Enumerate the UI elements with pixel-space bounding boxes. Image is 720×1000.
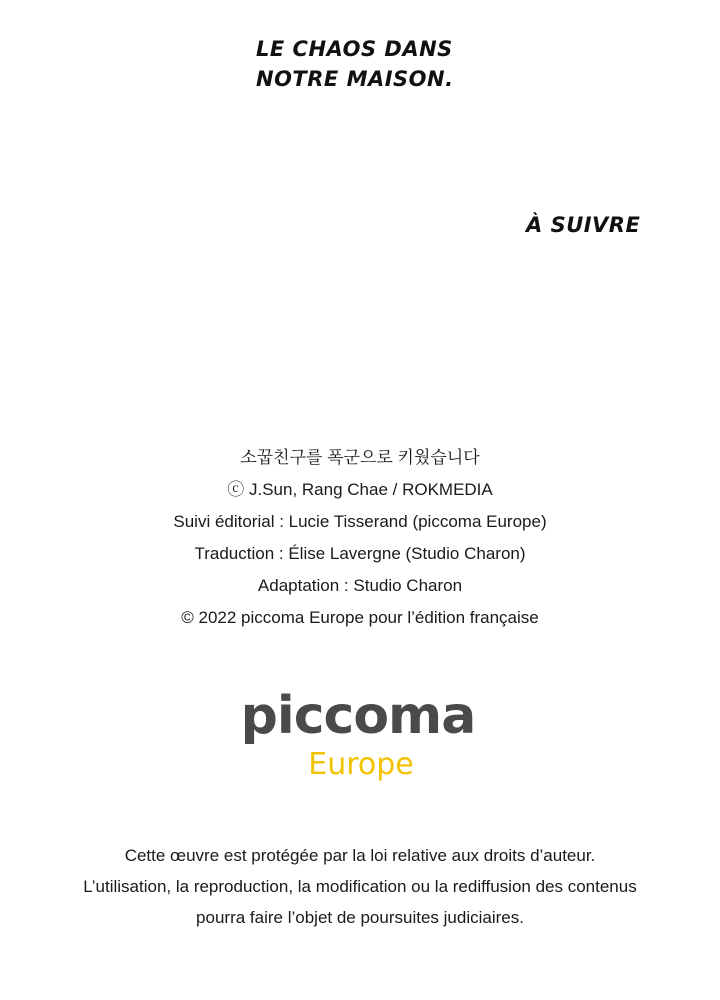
credits-block <box>0 442 720 634</box>
piccoma-europe-logo <box>0 686 720 784</box>
speech-line: NOTRE MAISON. <box>256 67 454 91</box>
authors-credit: ⓒ J.Sun, Rang Chae / ROKMEDIA <box>227 480 493 499</box>
legal-notice <box>0 840 720 933</box>
speech-text <box>256 34 486 94</box>
translation-credit: Traduction : Élise Lavergne (Studio Charon) <box>194 544 526 563</box>
logo-subtitle: Europe <box>308 747 414 782</box>
legal-notice-line: L’utilisation, la reproduction, la modification ou la rediffusion des contenus <box>83 877 637 896</box>
copyright-notice: © 2022 piccoma Europe pour l’édition française <box>181 608 539 627</box>
adaptation-credit: Adaptation : Studio Charon <box>257 576 463 595</box>
korean-title: 소꿉친구를 폭군으로 키웠습니다 <box>240 448 480 467</box>
to-be-continued-caption: À SUIVRE <box>526 213 641 237</box>
speech-line: LE CHAOS DANS <box>256 37 453 61</box>
logo-wordmark: piccoma <box>240 686 476 746</box>
legal-notice-line: Cette œuvre est protégée par la loi relative aux droits d’auteur. <box>124 846 596 865</box>
editorial-credit: Suivi éditorial : Lucie Tisserand (piccoma Europe) <box>173 512 547 531</box>
legal-notice-line: pourra faire l’objet de poursuites judiciaires. <box>196 908 524 927</box>
